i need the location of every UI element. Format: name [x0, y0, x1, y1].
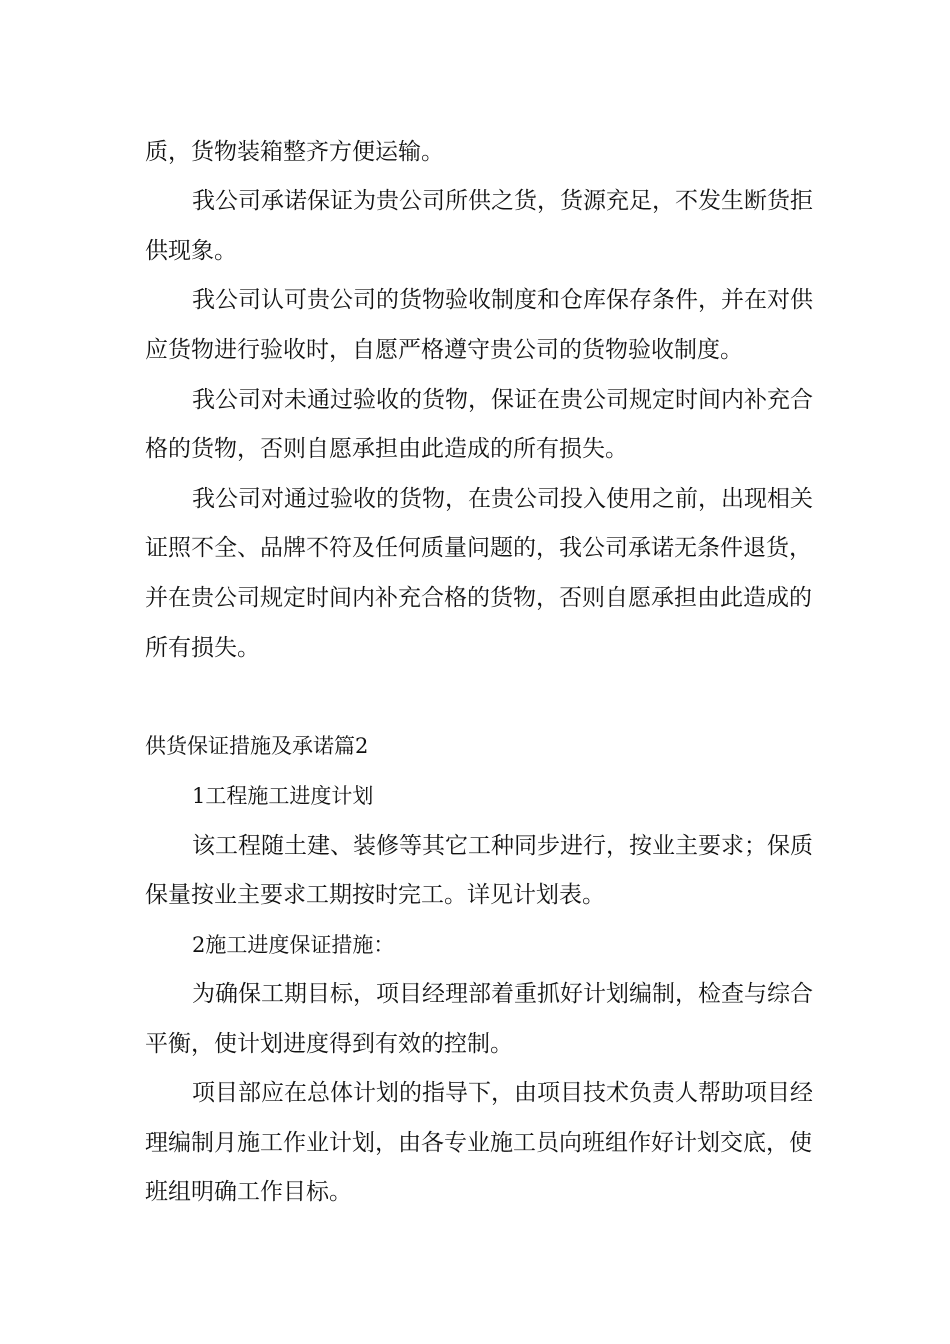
text-line: 所有损失。: [145, 635, 260, 661]
text-line: 平衡，使计划进度得到有效的控制。: [145, 1031, 513, 1057]
text-line: 理编制月施工作业计划，由各专业施工员向班组作好计划交底，使: [145, 1130, 812, 1156]
text-line: 该工程随土建、装修等其它工种同步进行，按业主要求；保质: [192, 833, 813, 859]
text-line: 应货物进行验收时，自愿严格遵守贵公司的货物验收制度。: [145, 337, 743, 363]
text-line: 项目部应在总体计划的指导下，由项目技术负责人帮助项目经: [192, 1080, 813, 1106]
text-line: 格的货物，否则自愿承担由此造成的所有损失。: [145, 436, 628, 462]
subsection-heading: 1工程施工进度计划: [192, 784, 374, 808]
section-heading: 供货保证措施及承诺篇2: [145, 734, 369, 758]
text-line: 班组明确工作目标。: [145, 1179, 352, 1205]
text-line: 我公司承诺保证为贵公司所供之货，货源充足，不发生断货拒: [192, 188, 813, 214]
text-line: 我公司认可贵公司的货物验收制度和仓库保存条件，并在对供: [192, 287, 813, 313]
text-line: 我公司对通过验收的货物，在贵公司投入使用之前，出现相关: [192, 486, 813, 512]
text-line: 供现象。: [145, 238, 237, 264]
text-line: 质，货物装箱整齐方便运输。: [145, 139, 444, 165]
subsection-heading: 2施工进度保证措施：: [192, 933, 395, 957]
text-line: 我公司对未通过验收的货物，保证在贵公司规定时间内补充合: [192, 387, 813, 413]
text-line: 为确保工期目标，项目经理部着重抓好计划编制，检查与综合: [192, 981, 813, 1007]
text-line: 并在贵公司规定时间内补充合格的货物，否则自愿承担由此造成的: [145, 585, 812, 611]
text-line: 证照不全、品牌不符及任何质量问题的，我公司承诺无条件退货，: [145, 535, 812, 561]
text-line: 保量按业主要求工期按时完工。详见计划表。: [145, 882, 605, 908]
